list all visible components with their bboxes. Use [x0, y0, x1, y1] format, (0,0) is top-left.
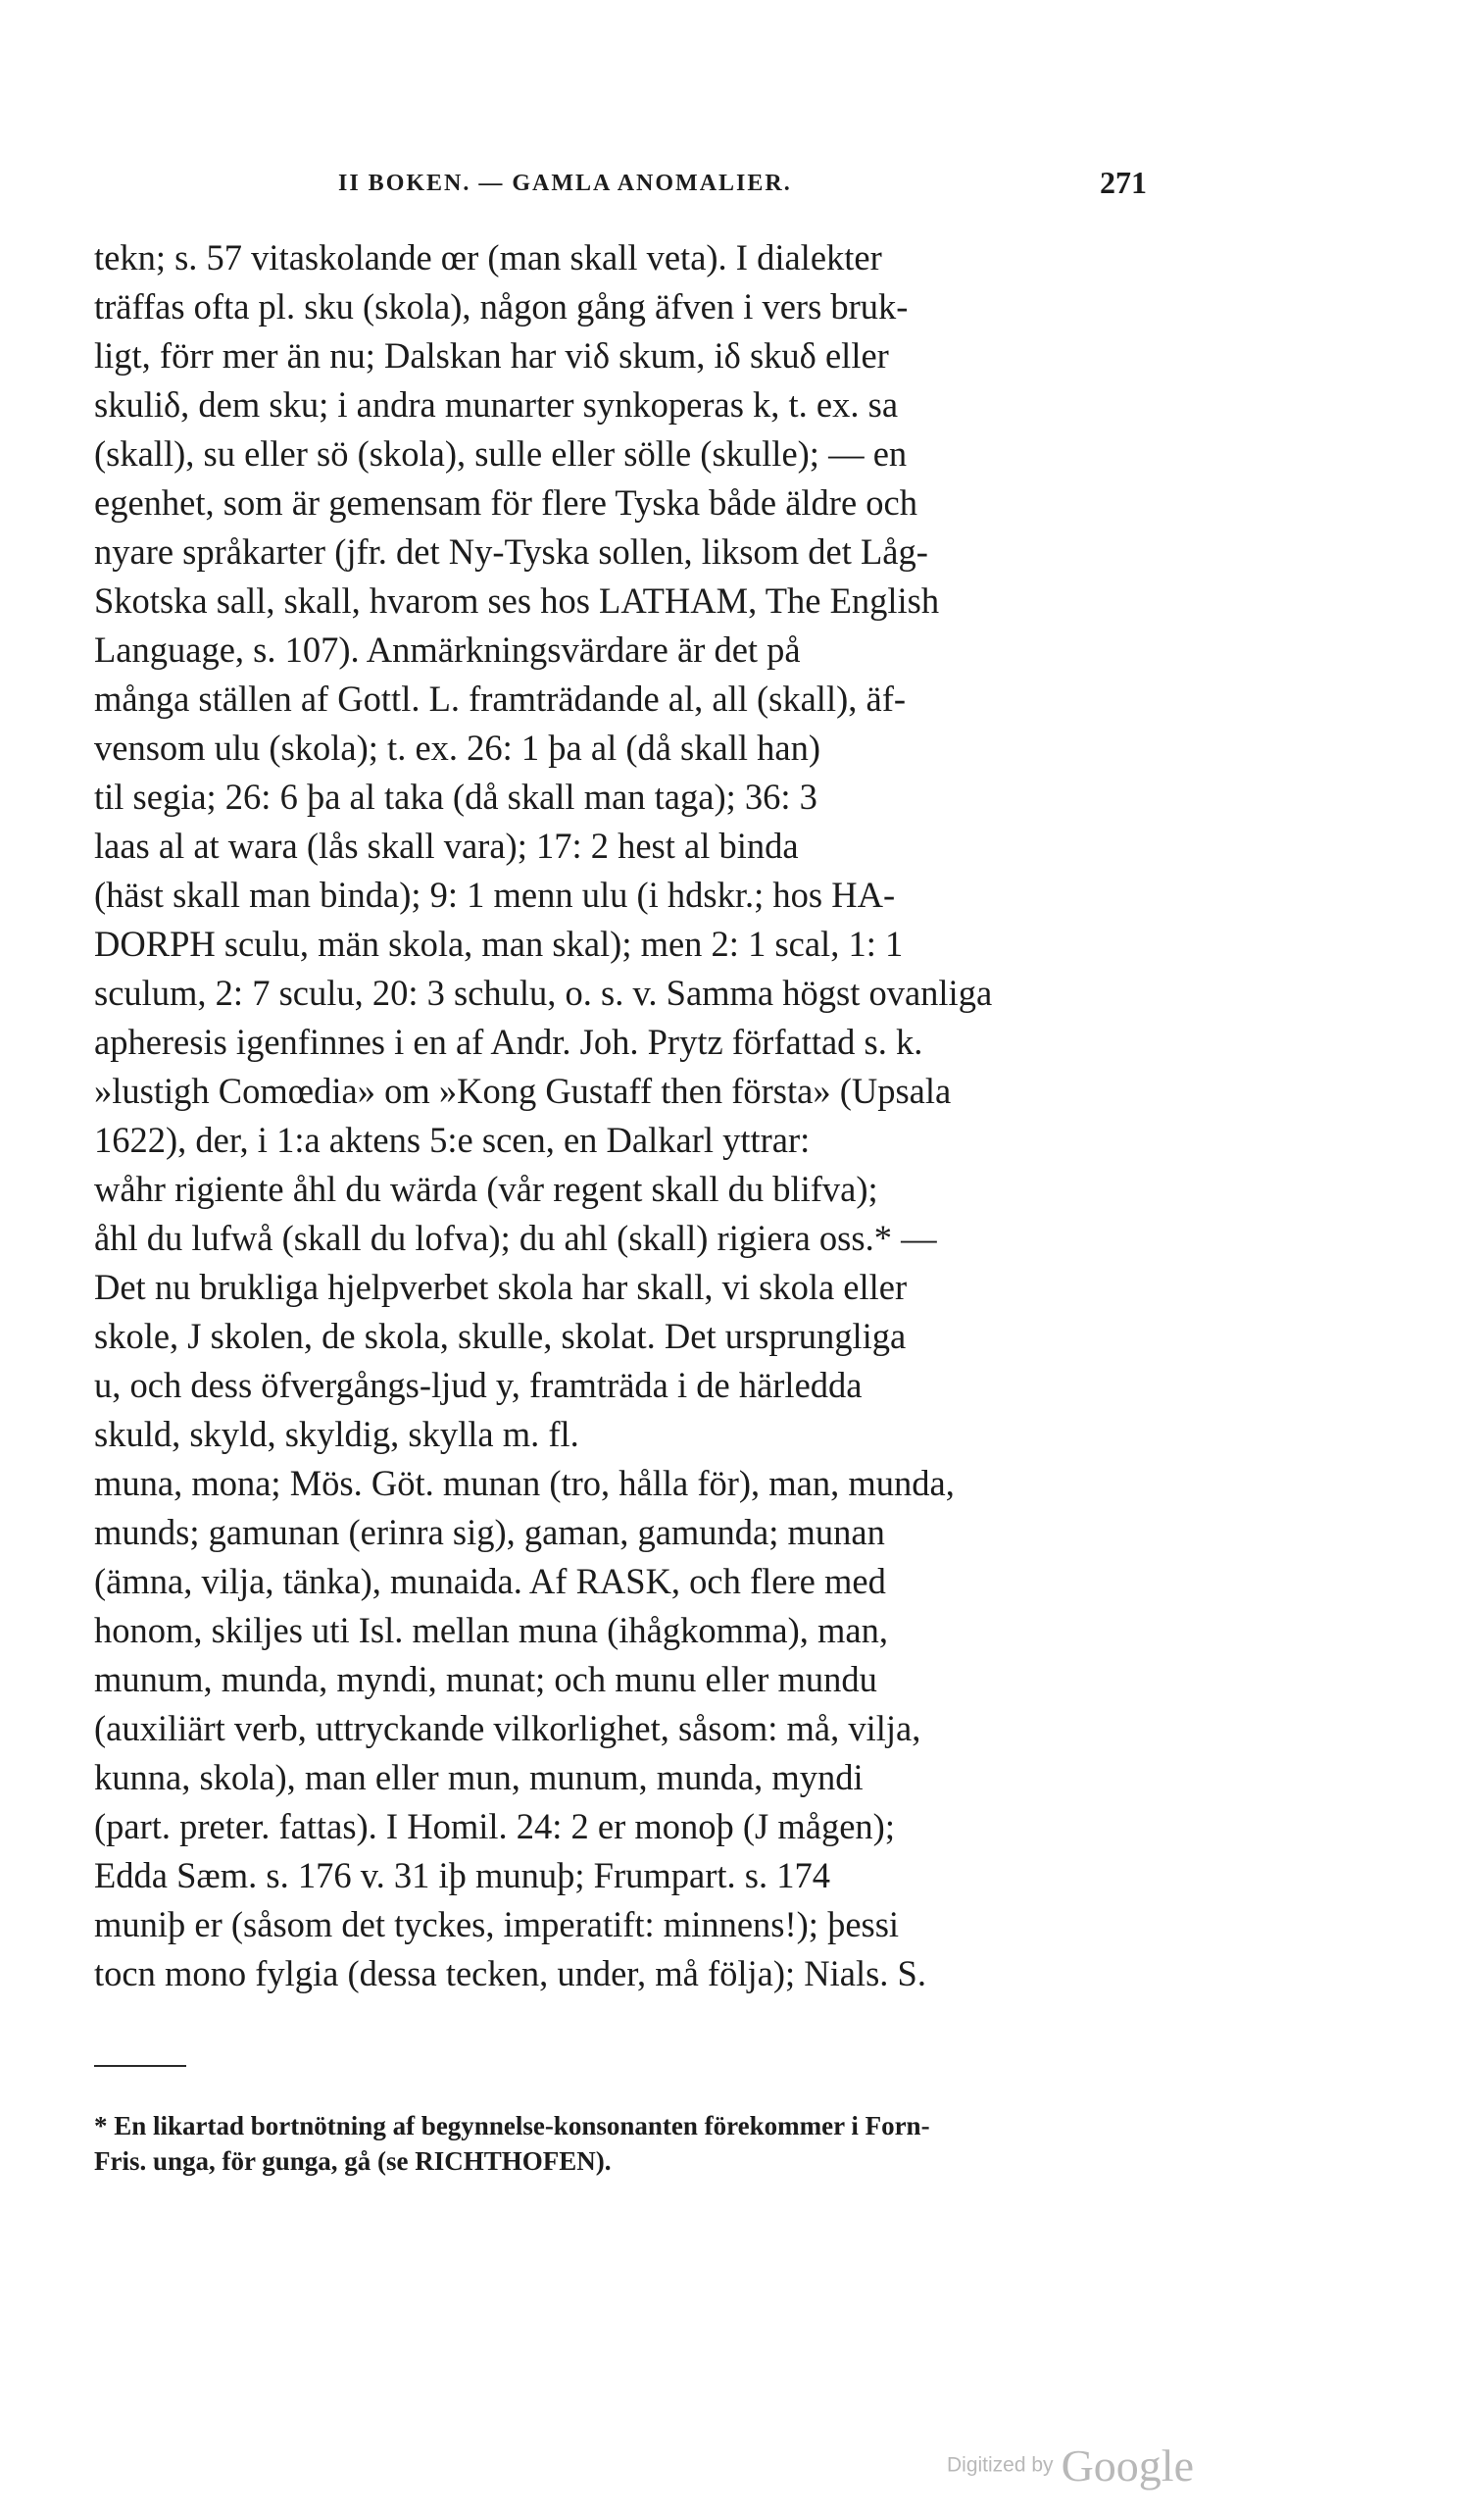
- text-line: Language, s. 107). Anmärkningsvärdare är det på: [94, 629, 801, 670]
- text-line: muniþ er (såsom det tyckes, imperatift: minnens!); þessi: [94, 1904, 900, 1944]
- text-line: tekn; s. 57 vitaskolande œr (man skall veta). I dialekter: [94, 237, 882, 277]
- text-line: vensom ulu (skola); t. ex. 26: 1 þa al (då skall han): [94, 728, 820, 768]
- text-line: (ämna, vilja, tänka), munaida. Af RASK, och flere med: [94, 1561, 886, 1601]
- text-line: munds; gamunan (erinra sig), gaman, gamunda; munan: [94, 1512, 885, 1552]
- text-line: muna, mona; Mös. Göt. munan (tro, hålla för), man, munda,: [94, 1463, 955, 1503]
- text-line: kunna, skola), man eller mun, munum, munda, myndi: [94, 1757, 864, 1797]
- text-line: egenhet, som är gemensam för flere Tyska både äldre och: [94, 482, 917, 523]
- text-line: til segia; 26: 6 þa al taka (då skall man taga); 36: 3: [94, 777, 817, 817]
- text-line: munum, munda, myndi, munat; och munu eller mundu: [94, 1659, 877, 1699]
- text-line: wåhr rigiente åhl du wärda (vår regent skall du blifva);: [94, 1169, 878, 1209]
- text-line: (part. preter. fattas). I Homil. 24: 2 er monoþ (J mågen);: [94, 1806, 895, 1846]
- text-line: Edda Sæm. s. 176 v. 31 iþ munuþ; Frumpart. s. 174: [94, 1855, 830, 1895]
- body-text: [94, 233, 1157, 1998]
- text-line: 1622), der, i 1:a aktens 5:e scen, en Dalkarl yttrar:: [94, 1120, 811, 1160]
- footnote-line: * En likartad bortnötning af begynnelse-konsonanten förekommer i Forn-: [94, 2111, 930, 2140]
- text-line: tocn mono fylgia (dessa tecken, under, må följa); Nials. S.: [94, 1953, 926, 1993]
- digitized-by-watermark: [947, 2440, 1194, 2498]
- text-line: många ställen af Gottl. L. framträdande al, all (skall), äf-: [94, 679, 907, 719]
- watermark-prefix: Digitized by: [947, 2453, 1054, 2477]
- text-line: ligt, förr mer än nu; Dalskan har viδ skum, iδ skuδ eller: [94, 335, 889, 376]
- text-line: åhl du lufwå (skall du lofva); du ahl (skall) rigiera oss.* —: [94, 1218, 937, 1258]
- google-logo: Google: [1061, 2441, 1194, 2491]
- running-title: II BOKEN. — GAMLA ANOMALIER.: [338, 171, 792, 196]
- page-number: 271: [1100, 165, 1147, 200]
- text-line: sculum, 2: 7 sculu, 20: 3 schulu, o. s. v. Samma högst ovanliga: [94, 973, 993, 1013]
- text-line: (skall), su eller sö (skola), sulle eller sölle (skulle); — en: [94, 433, 908, 474]
- text-line: (auxiliärt verb, uttryckande vilkorlighet, såsom: må, vilja,: [94, 1708, 921, 1748]
- footnote: [94, 2108, 1157, 2179]
- text-line: skole, J skolen, de skola, skulle, skolat. Det ursprungliga: [94, 1316, 907, 1356]
- running-header: [338, 165, 1147, 204]
- text-line: träffas ofta pl. sku (skola), någon gång äfven i vers bruk-: [94, 286, 909, 327]
- footnote-line: Fris. unga, för gunga, gå (se RICHTHOFEN).: [94, 2146, 612, 2176]
- text-line: (häst skall man binda); 9: 1 menn ulu (i hdskr.; hos HA-: [94, 875, 896, 915]
- text-line: nyare språkarter (jfr. det Ny-Tyska sollen, liksom det Låg-: [94, 531, 928, 572]
- text-line: Det nu brukliga hjelpverbet skola har skall, vi skola eller: [94, 1267, 908, 1307]
- text-line: laas al at wara (lås skall vara); 17: 2 hest al binda: [94, 826, 799, 866]
- text-line: DORPH sculu, män skola, man skal); men 2: 1 scal, 1: 1: [94, 924, 904, 964]
- text-line: skuliδ, dem sku; i andra munarter synkoperas k, t. ex. sa: [94, 384, 899, 425]
- text-line: Skotska sall, skall, hvarom ses hos LATHAM, The English: [94, 580, 940, 621]
- text-line: u, och dess öfvergångs-ljud y, framträda i de härledda: [94, 1365, 863, 1405]
- text-line: apheresis igenfinnes i en af Andr. Joh. Prytz författad s. k.: [94, 1022, 923, 1062]
- footnote-divider: [94, 2065, 186, 2067]
- text-line: skuld, skyld, skyldig, skylla m. fl.: [94, 1414, 579, 1454]
- text-line: honom, skiljes uti Isl. mellan muna (ihågkomma), man,: [94, 1610, 888, 1650]
- text-line: »lustigh Comœdia» om »Kong Gustaff then första» (Upsala: [94, 1071, 952, 1111]
